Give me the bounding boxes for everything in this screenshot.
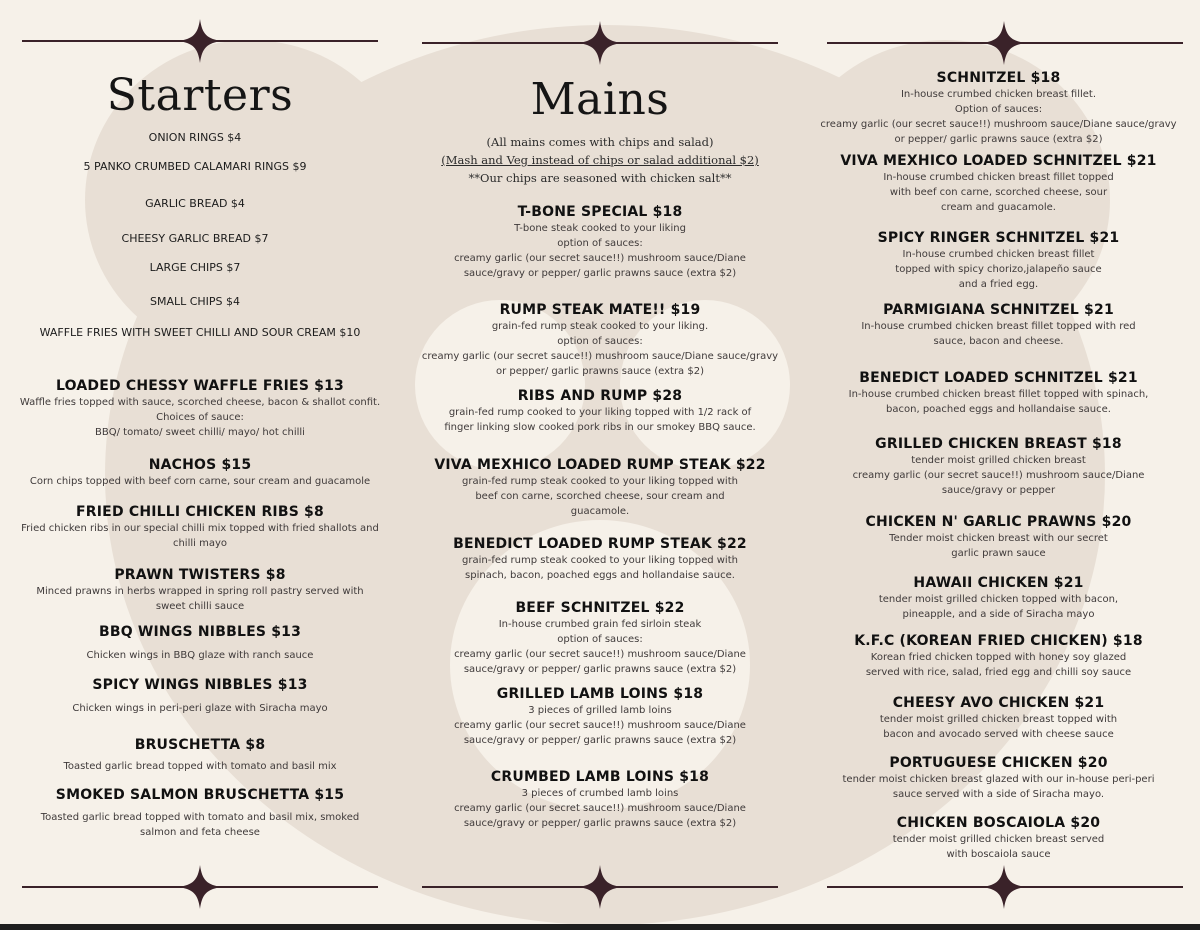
starters-column [0, 0, 400, 930]
starter-simple-item: LARGE CHIPS $7 [149, 261, 241, 274]
item-name: HAWAII CHICKEN $21 [913, 575, 1084, 591]
item-description-line: option of sauces: [557, 634, 643, 645]
item-name: PRAWN TWISTERS $8 [114, 567, 286, 583]
item-description-line: sauce/gravy or pepper/ garlic prawns sauce (extra $2) [463, 268, 737, 279]
item-description-line: creamy garlic (our secret sauce!!) mushroom sauce/Diane [454, 803, 746, 814]
item-name: VIVA MEXHICO LOADED RUMP STEAK $22 [434, 457, 766, 473]
starter-simple-item: 5 PANKO CRUMBED CALAMARI RINGS $9 [83, 160, 307, 173]
item-description-line: and a fried egg. [958, 279, 1039, 290]
item-description-line: sauce/gravy or pepper/ garlic prawns sauce (extra $2) [463, 818, 737, 829]
item-name: VIVA MEXHICO LOADED SCHNITZEL $21 [840, 153, 1157, 169]
item-description-line: option of sauces: [557, 336, 643, 347]
item-name: SPICY RINGER SCHNITZEL $21 [877, 230, 1120, 246]
item-description-line: Minced prawns in herbs wrapped in spring roll pastry served with [36, 586, 364, 597]
item-description-line: sweet chilli sauce [155, 601, 245, 612]
item-description-line: creamy garlic (our secret sauce!!) mushroom sauce/Diane [852, 470, 1145, 481]
item-name: CHICKEN BOSCAIOLA $20 [896, 815, 1101, 831]
item-name: BEEF SCHNITZEL $22 [515, 600, 685, 616]
item-description-line: Waffle fries topped with sauce, scorched cheese, bacon & shallot confit. [19, 397, 381, 408]
item-description-line: In-house crumbed chicken breast fillet [902, 249, 1095, 260]
menu-item [797, 153, 1200, 215]
item-description-line: sauce/gravy or pepper/ garlic prawns sauce (extra $2) [463, 664, 737, 675]
item-description-line: or pepper/ garlic prawns sauce (extra $2) [894, 134, 1103, 145]
item-description-line: Option of sauces: [954, 104, 1043, 115]
menu-item [797, 70, 1200, 147]
item-description-line: topped with spicy chorizo,jalapeño sauce [895, 264, 1102, 275]
item-description-line: tender moist grilled chicken topped with bacon, [878, 594, 1119, 605]
mains-title: Mains [530, 74, 670, 125]
item-name: GRILLED LAMB LOINS $18 [496, 686, 704, 702]
item-description-line: 3 pieces of grilled lamb loins [528, 705, 672, 716]
starter-simple-item: CHEESY GARLIC BREAD $7 [121, 232, 269, 245]
starters-title: Starters [106, 70, 294, 121]
menu-item [400, 769, 800, 831]
menu-item [797, 695, 1200, 742]
starter-simple-item: ONION RINGS $4 [148, 131, 242, 144]
item-description-line: garlic prawn sauce [951, 548, 1046, 559]
item-name: LOADED CHESSY WAFFLE FRIES $13 [56, 378, 344, 394]
item-description-line: beef con carne, scorched cheese, sour cream and [475, 491, 725, 502]
item-description-line: Korean fried chicken topped with honey soy glazed [870, 652, 1127, 663]
item-description-line: Chicken wings in BBQ glaze with ranch sauce [86, 650, 314, 661]
item-description-line: tender moist grilled chicken breast served [892, 834, 1105, 845]
menu-item [797, 755, 1200, 802]
item-description-line: In-house crumbed chicken breast fillet topped with spinach, [848, 389, 1149, 400]
item-description-line: creamy garlic (our secret sauce!!) mushroom sauce/Diane [454, 649, 746, 660]
menu-item [0, 787, 400, 840]
item-description-line: pineapple, and a side of Siracha mayo [902, 609, 1095, 620]
item-description-line: or pepper/ garlic prawns sauce (extra $2) [496, 366, 704, 377]
menu-item [0, 504, 400, 551]
menu-item [0, 378, 400, 440]
item-name: CRUMBED LAMB LOINS $18 [490, 769, 710, 785]
item-description-line: tender moist grilled chicken breast topped with [879, 714, 1118, 725]
item-description-line: chilli mayo [172, 538, 228, 549]
menu-item [797, 230, 1200, 292]
item-description-line: served with rice, salad, fried egg and chilli soy sauce [865, 667, 1132, 678]
item-description-line: BBQ/ tomato/ sweet chilli/ mayo/ hot chilli [95, 427, 305, 438]
item-description-line: option of sauces: [557, 238, 643, 249]
menu-item [0, 737, 400, 774]
menu-item [797, 815, 1200, 862]
item-name: BENEDICT LOADED SCHNITZEL $21 [859, 370, 1138, 386]
item-name: GRILLED CHICKEN BREAST $18 [875, 436, 1122, 452]
item-name: CHICKEN N' GARLIC PRAWNS $20 [865, 514, 1132, 530]
starter-simple-item: SMALL CHIPS $4 [149, 295, 241, 308]
item-description-line: Chicken wings in peri-peri glaze with Siracha mayo [72, 703, 328, 714]
menu-item [400, 388, 800, 435]
item-description-line: Toasted garlic bread topped with tomato and basil mix [63, 761, 337, 772]
item-description-line: Corn chips topped with beef corn carne, sour cream and guacamole [29, 476, 371, 487]
item-description-line: T-bone steak cooked to your liking [514, 223, 686, 234]
item-name: RIBS AND RUMP $28 [517, 388, 683, 404]
item-description-line: spinach, bacon, poached eggs and hollandaise sauce. [465, 570, 735, 581]
item-description-line: 3 pieces of crumbed lamb loins [521, 788, 679, 799]
item-name: RUMP STEAK MATE!! $19 [499, 302, 701, 318]
menu-item [797, 436, 1200, 498]
item-description-line: creamy garlic (our secret sauce!!) mushroom sauce/Diane [454, 253, 746, 264]
menu-item [400, 536, 800, 583]
menu-item [797, 302, 1200, 349]
item-name: PORTUGUESE CHICKEN $20 [889, 755, 1108, 771]
item-description-line: Tender moist chicken breast with our secret [889, 533, 1108, 544]
item-name: BRUSCHETTA $8 [134, 737, 266, 753]
bottom-edge-bar [0, 924, 1200, 930]
mains-note: **Our chips are seasoned with chicken salt** [468, 171, 732, 185]
menu-item [797, 575, 1200, 622]
item-description-line: In-house crumbed chicken breast fillet topped [883, 172, 1114, 183]
item-description-line: creamy garlic (our secret sauce!!) mushroom sauce/Diane sauce/gravy [421, 351, 779, 362]
starter-simple-item: WAFFLE FRIES WITH SWEET CHILLI AND SOUR CREAM $10 [39, 326, 361, 339]
chicken-column [797, 0, 1200, 930]
item-name: T-BONE SPECIAL $18 [517, 204, 683, 220]
item-name: SMOKED SALMON BRUSCHETTA $15 [55, 787, 345, 803]
menu-item [797, 633, 1200, 680]
menu-item [400, 457, 800, 519]
item-description-line: In-house crumbed chicken breast fillet. [900, 89, 1097, 100]
item-description-line: finger linking slow cooked pork ribs in our smokey BBQ sauce. [444, 422, 756, 433]
menu-item [797, 514, 1200, 561]
menu-item [0, 624, 400, 663]
menu-item [400, 686, 800, 748]
item-name: SCHNITZEL $18 [936, 70, 1061, 86]
item-description-line: sauce served with a side of Siracha mayo. [892, 789, 1105, 800]
item-description-line: sauce, bacon and cheese. [933, 336, 1064, 347]
mains-column [400, 0, 800, 930]
item-name: CHEESY AVO CHICKEN $21 [892, 695, 1105, 711]
item-description-line: creamy garlic (our secret sauce!!) mushroom sauce/Diane [454, 720, 746, 731]
item-name: FRIED CHILLI CHICKEN RIBS $8 [76, 504, 324, 520]
menu-item [400, 204, 800, 281]
item-name: SPICY WINGS NIBBLES $13 [92, 677, 308, 693]
item-description-line: sauce/gravy or pepper [941, 485, 1056, 496]
mains-note: (Mash and Veg instead of chips or salad additional $2) [441, 153, 759, 167]
item-description-line: tender moist chicken breast glazed with our in-house peri-peri [842, 774, 1155, 785]
item-description-line: grain-fed rump steak cooked to your liking. [491, 321, 709, 332]
item-description-line: sauce/gravy or pepper/ garlic prawns sauce (extra $2) [463, 735, 737, 746]
item-description-line: In-house crumbed chicken breast fillet topped with red [861, 321, 1136, 332]
item-description-line: with boscaiola sauce [946, 849, 1051, 860]
item-description-line: creamy garlic (our secret sauce!!) mushroom sauce/Diane sauce/gravy [820, 119, 1177, 130]
item-description-line: tender moist grilled chicken breast [911, 455, 1086, 466]
starter-simple-item: GARLIC BREAD $4 [145, 197, 245, 210]
item-description-line: grain-fed rump cooked to your liking topped with 1/2 rack of [448, 407, 752, 418]
item-description-line: In-house crumbed grain fed sirloin steak [498, 619, 702, 630]
item-description-line: Choices of sauce: [156, 412, 244, 423]
item-name: PARMIGIANA SCHNITZEL $21 [883, 302, 1114, 318]
item-description-line: cream and guacamole. [941, 202, 1056, 213]
menu-item [400, 600, 800, 677]
item-description-line: guacamole. [570, 506, 630, 517]
item-description-line: with beef con carne, scorched cheese, sour [889, 187, 1108, 198]
item-description-line: bacon, poached eggs and hollandaise sauce. [886, 404, 1111, 415]
item-description-line: salmon and feta cheese [140, 827, 260, 838]
item-description-line: Fried chicken ribs in our special chilli mix topped with fried shallots and [21, 523, 379, 534]
item-description-line: grain-fed rump steak cooked to your liking topped with [462, 555, 738, 566]
item-name: K.F.C (KOREAN FRIED CHICKEN) $18 [854, 633, 1143, 649]
menu-item [0, 567, 400, 614]
item-name: BENEDICT LOADED RUMP STEAK $22 [453, 536, 747, 552]
item-description-line: bacon and avocado served with cheese sauce [883, 729, 1114, 740]
menu-item [0, 457, 400, 489]
mains-note: (All mains comes with chips and salad) [486, 135, 714, 149]
item-name: BBQ WINGS NIBBLES $13 [98, 624, 302, 640]
menu-item [797, 370, 1200, 417]
item-name: NACHOS $15 [148, 457, 252, 473]
menu-item [400, 302, 800, 379]
menu-item [0, 677, 400, 716]
item-description-line: Toasted garlic bread topped with tomato and basil mix, smoked [40, 812, 360, 823]
item-description-line: grain-fed rump steak cooked to your liking topped with [462, 476, 738, 487]
